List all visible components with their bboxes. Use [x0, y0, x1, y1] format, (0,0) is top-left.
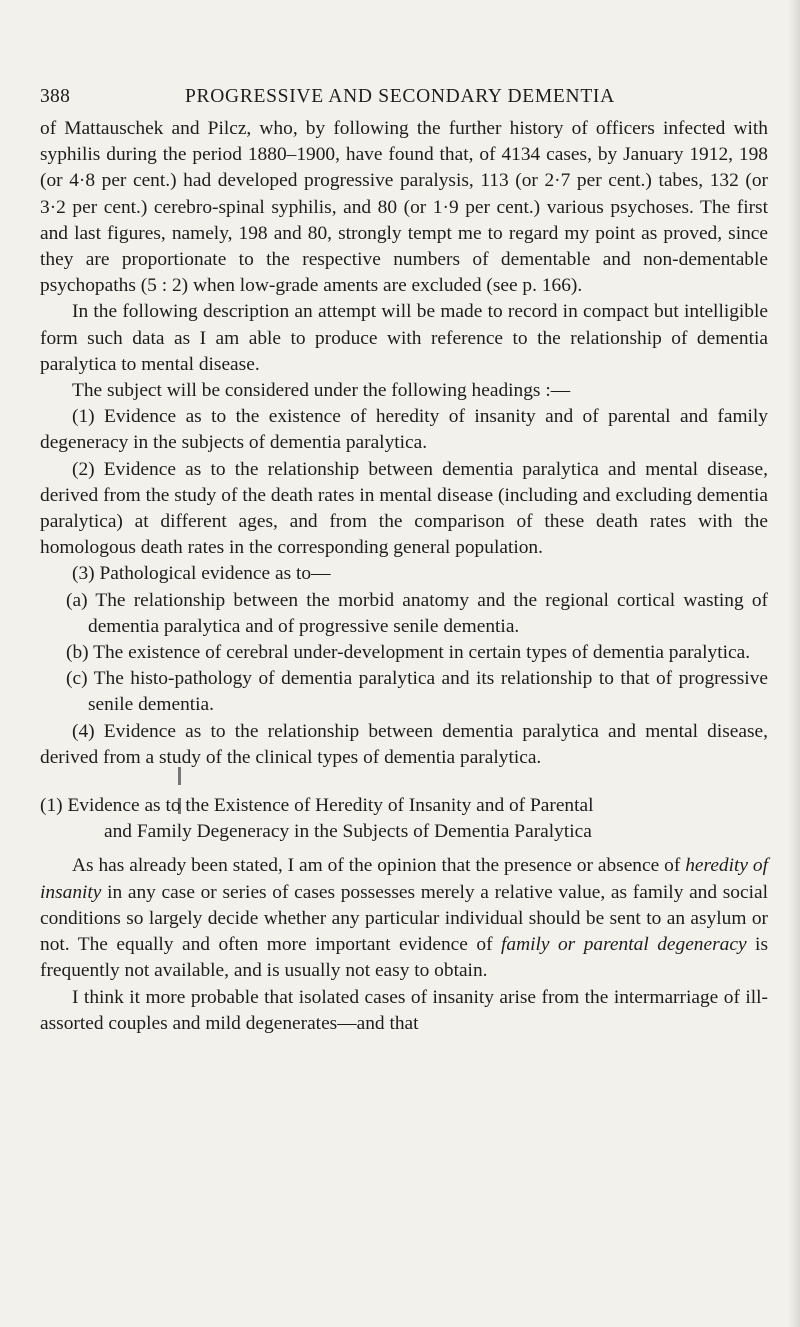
emphasis: family or parental degeneracy — [501, 934, 747, 956]
list-item: (2) Evidence as to the relationship between dementia paralytica and mental disease, derived from the study of the death rates in mental disease (including and excluding dementia paralytica) at different ages, and from the comparison of these death rates with the homologous death rates in the corresponding general population. — [40, 458, 768, 559]
list-item: (1) Evidence as to the existence of heredity of insanity and of parental and family degeneracy in the subjects of dementia paralytica. — [40, 406, 768, 454]
list-subitem: (c) The histo-pathology of dementia paralytica and its relationship to that of progressive senile dementia. — [66, 668, 768, 716]
page-number: 388 — [40, 86, 71, 107]
section-heading-line: and Family Degeneracy in the Subjects of Dementia Paralytica — [104, 821, 592, 843]
paragraph: The subject will be considered under the following headings :— — [72, 380, 571, 402]
paragraph — [40, 853, 768, 984]
list-item: (4) Evidence as to the relationship between dementia paralytica and mental disease, derived from a study of the clinical types of dementia paralytica. — [40, 720, 768, 768]
section-gap — [40, 771, 768, 793]
emphasis: heredity of insanity — [40, 855, 768, 903]
list-subitem: (b) The existence of cerebral under-development in certain types of dementia paralytica. — [66, 642, 751, 664]
text-run: is frequently not available, and is usually not easy to obtain. — [40, 934, 768, 982]
paragraph: In the following description an attempt will be made to record in compact but intelligible form such data as I am able to produce with reference to the relationship of dementia paralytica to mental disease. — [40, 301, 768, 375]
paragraph: of Mattauschek and Pilcz, who, by following the further history of officers infected with syphilis during the period 1880–1900, have found that, of 4134 cases, by January 1912, 198 (or 4·8 per cent.) had developed progressive paralysis, 113 (or 2·7 per cent.) tabes, 132 (or 3·2 per cent.) cerebro-spinal syphilis, and 80 (or 1·9 per cent.) various psychoses. The first and last figures, namely, 198 and 80, strongly tempt me to regard my point as proved, since they are proportionate to the respective numbers of dementable and non-dementable psychopaths (5 : 2) when low-grade aments are excluded (see p. 166). — [40, 118, 768, 297]
text-run: As has already been stated, I am of the opinion that the presence or absence of — [72, 855, 686, 877]
section-heading-line: (1) Evidence as to the Existence of Heredity of Insanity and of Parental — [40, 795, 594, 817]
running-head: PROGRESSIVE AND SECONDARY DEMENTIA — [185, 86, 615, 107]
paragraph: I think it more probable that isolated cases of insanity arise from the intermarriage of ill-assorted couples and mild degenerates—and that — [40, 986, 768, 1034]
text-run: in any case or series of cases possesses merely a relative value, as family and social conditions so largely decide whether any particular individual should be sent to an asylum or not. The equally and often more important evidence of — [40, 881, 768, 956]
page-edge-shadow — [788, 0, 800, 1327]
list-item: (3) Pathological evidence as to— — [72, 563, 331, 585]
section-heading — [40, 793, 768, 845]
list-subitem: (a) The relationship between the morbid anatomy and the regional cortical wasting of dementia paralytica and of progressive senile dementia. — [66, 589, 768, 637]
body-text — [40, 116, 768, 1037]
